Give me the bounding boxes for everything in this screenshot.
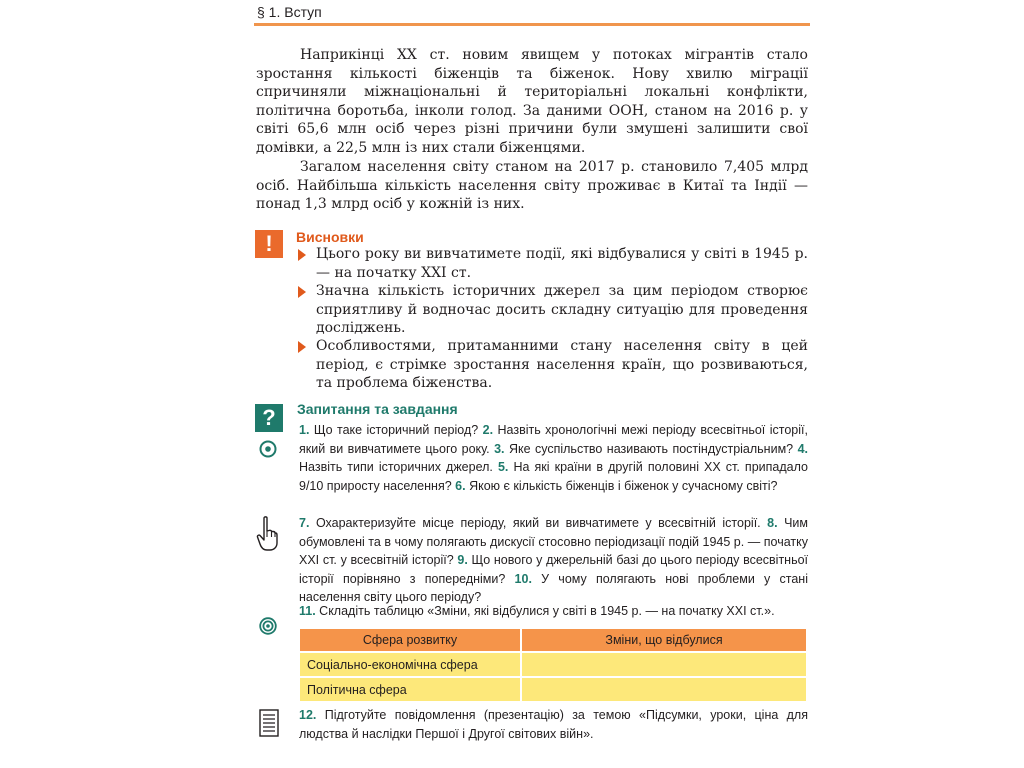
hand-pointing-icon	[256, 516, 278, 552]
paragraph-1: Наприкінці XX ст. новим явищем у потоках мігрантів стало зростання кількості біженців та біженок. Нову хвилю міграції спричиняли міжнаціональні й територіальні локальні конфлікти, політична боротьба, інколи голод. За даними ООН, станом на 2016 р. у світі 65,6 млн осіб через різні причини були змушені залишити свої домівки, а 22,5 млн із них стали біженцями.	[256, 47, 808, 156]
question-icon: ?	[255, 404, 283, 432]
bullet-arrow-icon	[298, 341, 306, 353]
table-cell: Соціально-економічна сфера	[300, 653, 520, 676]
paragraph-2: Загалом населення світу станом на 2017 р. становило 7,405 млрд осіб. Найбільша кількість населення світу проживає в Китаї та Індії — понад 1,3 млрд осіб у кожній із них.	[256, 159, 808, 212]
table-header-row	[300, 629, 806, 651]
changes-table	[300, 627, 806, 703]
conclusion-item-2: Значна кількість історичних джерел за цим періодом створює сприятливу й водночас досить складну ситуацію для проведення досліджень.	[316, 283, 808, 336]
bullet-arrow-icon	[298, 286, 306, 298]
questions-group-2: 7. Охарактеризуйте місце періоду, який ви вивчатимете у всесвітній історії. 8. Чим обумовлені та в чому полягають дискусії стосовно періодизації подій 1945 р. — початку XXI ст. у всесвітній історії? 9. Що нового у джерельній базі до цього періоду всесвітньої історії порівняно з попередніми? 10. У чому полягають нові проблеми у стані населення світу цього періоду?	[299, 516, 809, 604]
question-12: 12. Підготуйте повідомлення (презентацію) за темою «Підсумки, уроки, ціна для людства й наслідки Першої і Другої світових війн».	[299, 708, 808, 741]
header-divider	[254, 23, 810, 26]
document-lines-icon	[259, 709, 279, 737]
questions-group-1: 1. Що таке історичний період? 2. Назвіть хронологічні межі періоду всесвітньої історії, який ви вивчатимете цього року. 3. Яке суспільство називають постіндустріальним? 4. Назвіть типи історичних джерел. 5. На які країни в другій половині XX ст. припадало 9/10 приросту населення? 6. Якою є кількість біженців і біженок у сучасному світі?	[299, 423, 808, 493]
conclusions-title: Висновки	[296, 229, 364, 245]
section-title: § 1. Вступ	[257, 4, 322, 20]
target-dot-icon	[259, 440, 277, 458]
bullseye-icon	[259, 617, 277, 635]
table-cell	[520, 678, 806, 701]
table-header-cell: Зміни, що відбулися	[520, 629, 806, 651]
table-row	[300, 653, 806, 676]
exclamation-icon: !	[255, 230, 283, 258]
table-header-cell: Сфера розвитку	[300, 629, 520, 651]
question-11: 11. Складіть таблицю «Зміни, які відбулися у світі в 1945 р. — на початку XXI ст.».	[299, 604, 775, 618]
conclusion-item-1: Цього року ви вивчатимете події, які відбувалися у світі в 1945 р. — на початку XXI ст.	[316, 246, 808, 281]
conclusion-item-3: Особливостями, притаманними стану населення світу в цей період, є стрімке зростання населення країн, що розвиваються, та проблема біженства.	[316, 338, 808, 391]
questions-title: Запитання та завдання	[297, 401, 458, 417]
table-cell	[520, 653, 806, 676]
table-cell: Політична сфера	[300, 678, 520, 701]
bullet-arrow-icon	[298, 249, 306, 261]
table-row	[300, 678, 806, 701]
